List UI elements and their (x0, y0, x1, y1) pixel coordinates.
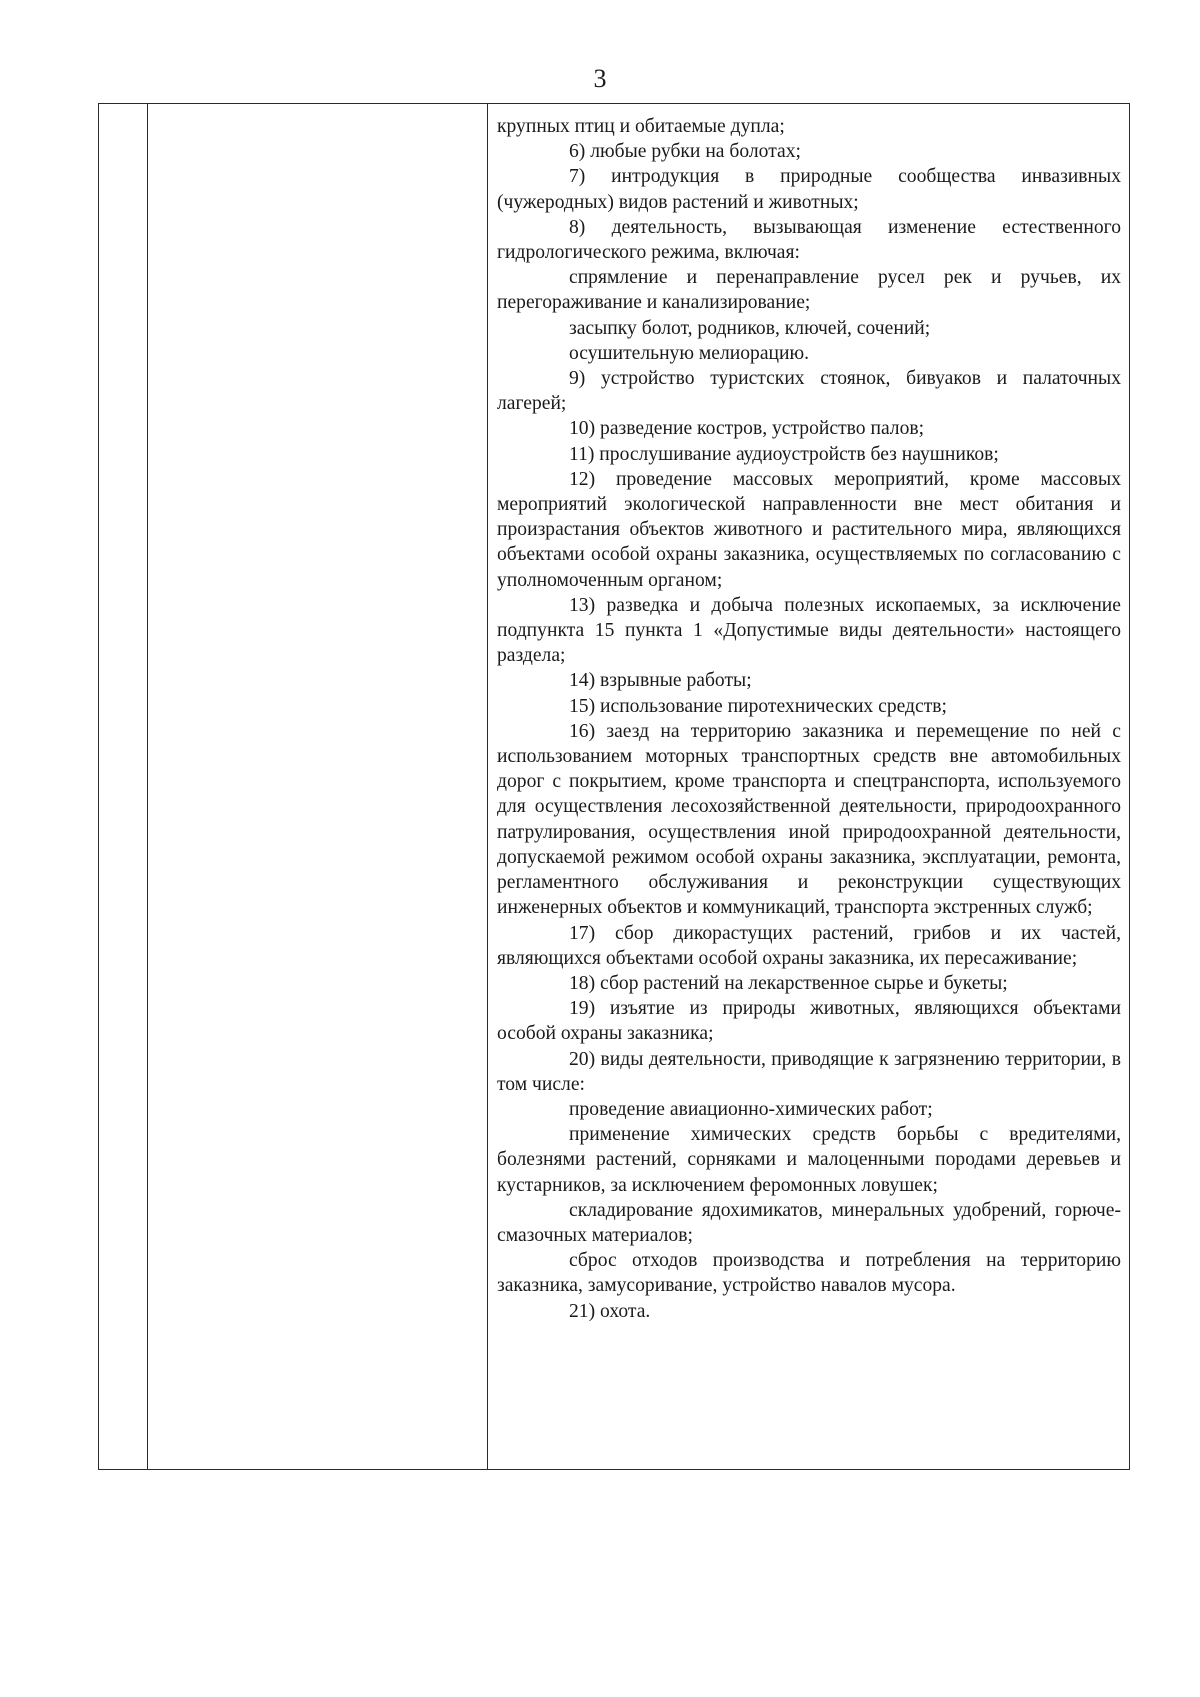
paragraph: 14) взрывные работы; (569, 670, 752, 692)
paragraph: крупных птиц и обитаемые дупла; (497, 116, 785, 137)
paragraph: 19) изъятие из природы животных, являющихся объектами особой охраны заказника; (497, 998, 1121, 1045)
paragraph: 10) разведение костров, устройство палов; (569, 418, 925, 440)
paragraph: 6) любые рубки на болотах; (569, 141, 801, 163)
paragraph: проведение авиационно-химических работ; (569, 1098, 933, 1120)
paragraph: сброс отходов производства и потребления на территорию заказника, замусоривание, устройство навалов мусора. (497, 1250, 1121, 1297)
paragraph: 18) сбор растений на лекарственное сырье и букеты; (569, 972, 1008, 994)
paragraph: 7) интродукция в природные сообщества инвазивных (чужеродных) видов растений и животных; (497, 166, 1121, 213)
paragraph: 21) охота. (569, 1300, 651, 1322)
paragraph: 15) использование пиротехнических средств; (569, 695, 947, 717)
page-number: 3 (593, 64, 607, 93)
paragraph: применение химических средств борьбы с вредителями, болезнями растений, сорняками и малоценными породами деревьев и кустарников, за исключением феромонных ловушек; (497, 1124, 1121, 1196)
table-column-divider (487, 104, 488, 1469)
table-column-divider (147, 104, 148, 1469)
paragraph: 9) устройство туристских стоянок, бивуаков и палаточных лагерей; (497, 368, 1121, 415)
paragraph: спрямление и перенаправление русел рек и ручьев, их перегораживание и канализирование; (497, 267, 1121, 314)
paragraph: 16) заезд на территорию заказника и перемещение по ней с использованием моторных транспортных средств вне автомобильных дорог с покрытием, кроме транспорта и спецтранспорта, используемого для осуществления лесохозяйственной деятельности, природоохранного патрулирования, осуществления иной природоохранной деятельности, допускаемой режимом особой охраны заказника, эксплуатации, ремонта, регламентного обслуживания и реконструкции существующих инженерных объектов и коммуникаций, транспорта экстренных служб; (497, 720, 1121, 919)
paragraph: складирование ядохимикатов, минеральных удобрений, горюче-смазочных материалов; (497, 1199, 1121, 1246)
paragraph: 13) разведка и добыча полезных ископаемых, за исключение подпункта 15 пункта 1 «Допустимые виды деятельности» настоящего раздела; (497, 594, 1121, 667)
paragraph: засыпку болот, родников, ключей, сочений; (569, 317, 931, 339)
paragraph: осушительную мелиорацию. (569, 342, 810, 364)
paragraph: 8) деятельность, вызывающая изменение естественного гидрологического режима, включая: (497, 216, 1121, 264)
table-text-cell (497, 114, 1121, 1324)
paragraph: 17) сбор дикорастущих растений, грибов и их частей, являющихся объектами особой охраны заказника, их пересаживание; (497, 922, 1121, 969)
paragraph: 11) прослушивание аудиоустройств без наушников; (569, 443, 999, 465)
paragraph: 20) виды деятельности, приводящие к загрязнению территории, в том числе: (497, 1048, 1121, 1095)
paragraph: 12) проведение массовых мероприятий, кроме массовых мероприятий экологической направленности вне мест обитания и произрастания объектов животного и растительного мира, являющихся объектами особой охраны заказника, осуществляемых по согласованию с уполномоченным органом; (497, 468, 1121, 591)
document-table (98, 103, 1130, 1470)
